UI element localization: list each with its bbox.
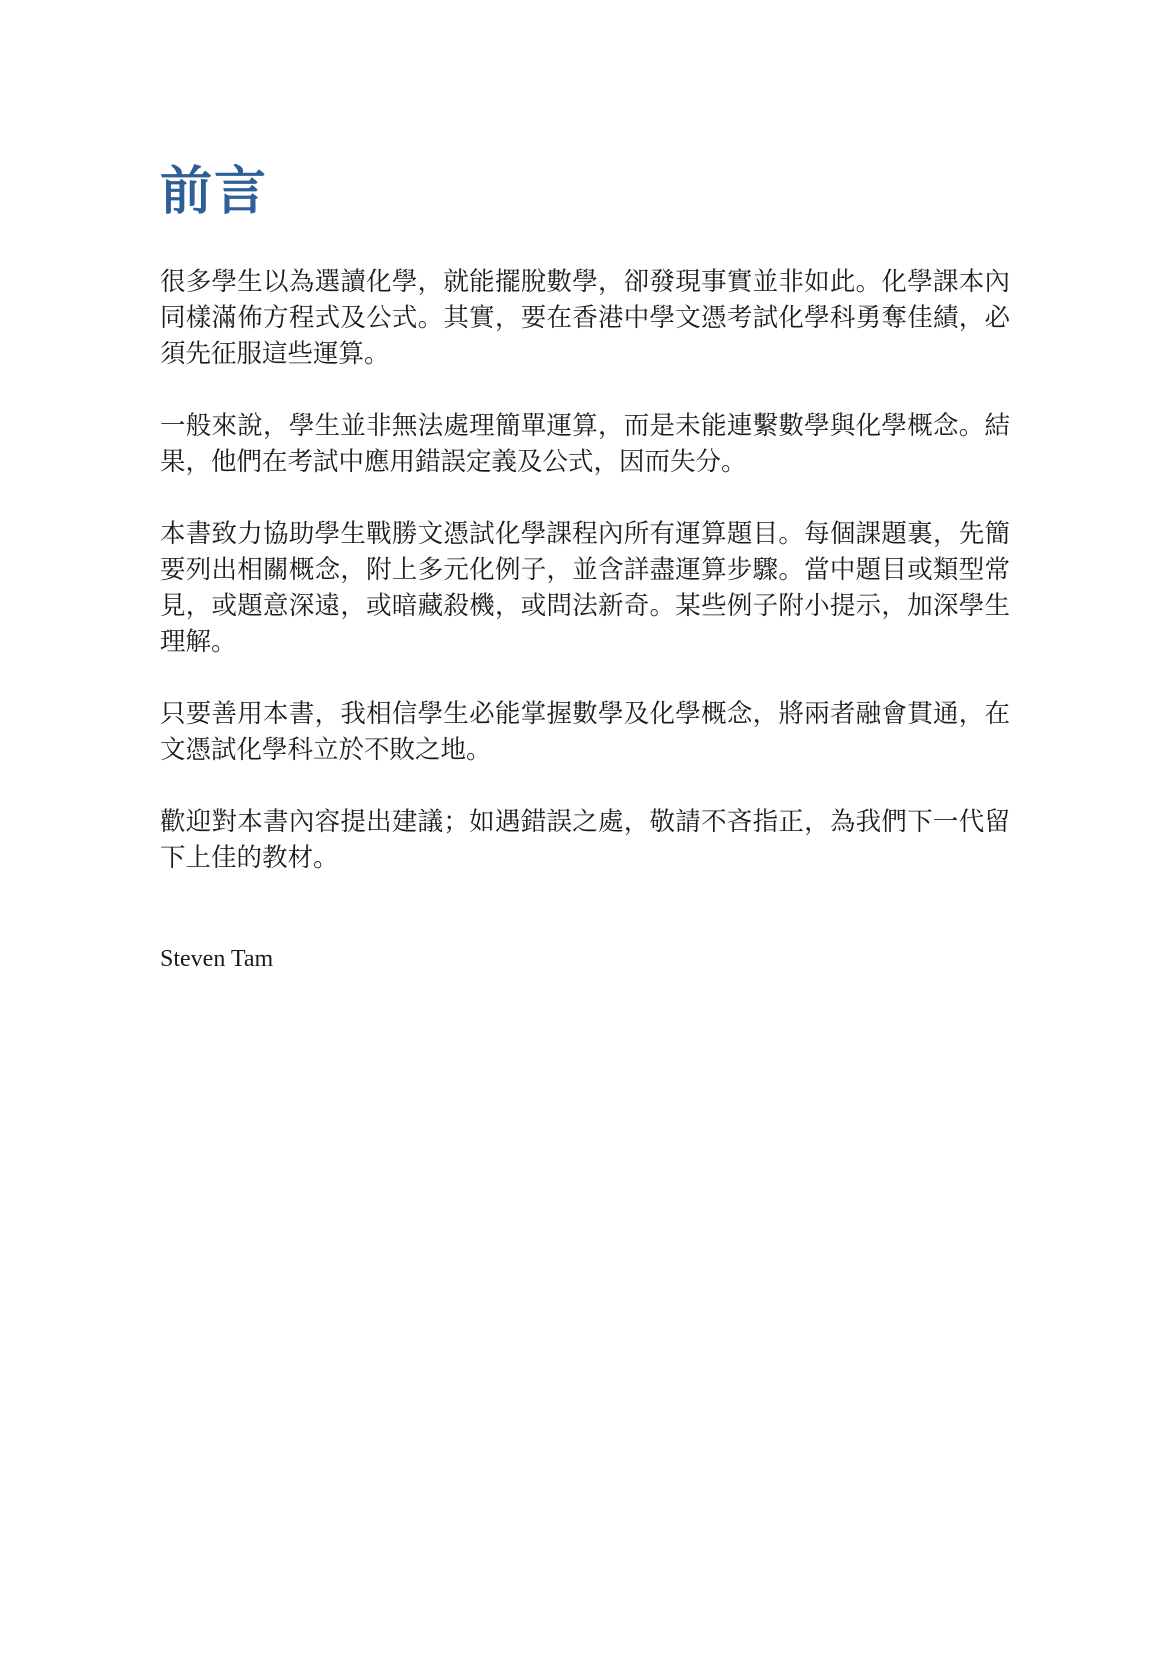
page-title: 前言	[160, 162, 269, 222]
paragraph: 本書致力協助學生戰勝文憑試化學課程內所有運算題目。每個課題裏，先簡要列出相關概念，附上多元化例子，並含詳盡運算步驟。當中題目或類型常見，或題意深遠，或暗藏殺機，或問法新奇。某些例子附小提示，加深學生理解。	[160, 519, 1010, 657]
paragraph: 很多學生以為選讀化學，就能擺脫數學，卻發現事實並非如此。化學課本內同樣滿佈方程式及公式。其實，要在香港中學文憑考試化學科勇奪佳績，必須先征服這些運算。	[160, 267, 1010, 369]
preface-body	[160, 264, 1010, 912]
author-signature: Steven Tam	[160, 946, 274, 972]
paragraph: 只要善用本書，我相信學生必能掌握數學及化學概念，將兩者融會貫通，在文憑試化學科立於不敗之地。	[160, 699, 1010, 765]
paragraph: 歡迎對本書內容提出建議；如遇錯誤之處，敬請不吝指正，為我們下一代留下上佳的教材。	[160, 807, 1010, 873]
paragraph: 一般來說，學生並非無法處理簡單運算，而是未能連繫數學與化學概念。結果，他們在考試中應用錯誤定義及公式，因而失分。	[160, 411, 1010, 477]
